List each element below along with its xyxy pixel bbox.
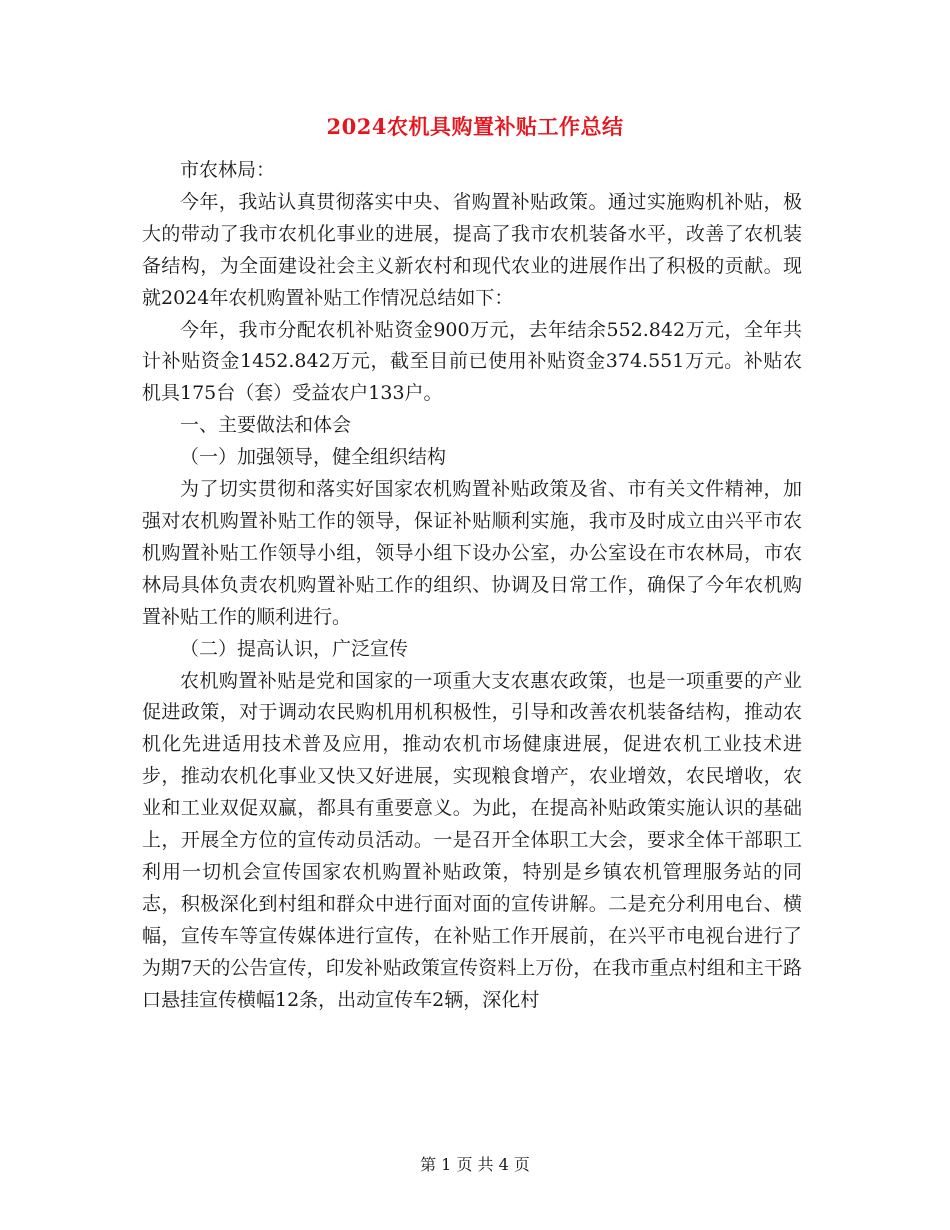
section-heading-1: 一、主要做法和体会 — [180, 414, 352, 437]
subsection-heading-2: （二）提高认识，广泛宣传 — [180, 637, 409, 660]
paragraph-leadership: 为了切实贯彻和落实好国家农机购置补贴政策及省、市有关文件精神，加强对农机购置补贴工作的领导，保证补贴顺利实施，我市及时成立由兴平市农机购置补贴工作领导小组，领导小组下设办公室，办公室设在市农林局，市农林局具体负责农机购置补贴工作的组织、协调及日常工作，确保了今年农机购置补贴工作的顺利进行。 — [142, 478, 802, 628]
document-title: 2024农机具购置补贴工作总结 — [326, 114, 624, 139]
document-body — [142, 155, 802, 1016]
subsection-heading-1: （一）加强领导，健全组织结构 — [180, 446, 447, 469]
paragraph-publicity: 农机购置补贴是党和国家的一项重大支农惠农政策，也是一项重要的产业促进政策，对于调动农民购机用机积极性，引导和改善农机装备结构，推动农机化先进适用技术普及应用，推动农机市场健康进展，促进农机工业技术进步，推动农机化事业又快又好进展，实现粮食增产，农业增效，农民增收，农业和工业双促双赢，都具有重要意义。为此，在提高补贴政策实施认识的基础上，开展全方位的宣传动员活动。一是召开全体职工大会，要求全体干部职工利用一切机会宣传国家农机购置补贴政策，特别是乡镇农机管理服务站的同志，积极深化到村组和群众中进行面对面的宣传讲解。二是充分利用电台、横幅，宣传车等宣传媒体进行宣传，在补贴工作开展前，在兴平市电视台进行了为期7天的公告宣传，印发补贴政策宣传资料上万份，在我市重点村组和主干路口悬挂宣传横幅12条，出动宣传车2辆，深化村 — [142, 669, 802, 1011]
page-number-footer: 第 1 页 共 4 页 — [420, 1155, 530, 1174]
paragraph-funds: 今年，我市分配农机补贴资金900万元，去年结余552.842万元，全年共计补贴资金1452.842万元，截至目前已使用补贴资金374.551万元。补贴农机具175台（套）受益农户133户。 — [142, 318, 802, 405]
salutation: 市农林局： — [180, 159, 276, 181]
paragraph-intro: 今年，我站认真贯彻落实中央、省购置补贴政策。通过实施购机补贴，极大的带动了我市农机化事业的进展，提高了我市农机装备水平，改善了农机装备结构，为全面建设社会主义新农村和现代农业的进展作出了积极的贡献。现就2024年农机购置补贴工作情况总结如下： — [142, 190, 802, 309]
